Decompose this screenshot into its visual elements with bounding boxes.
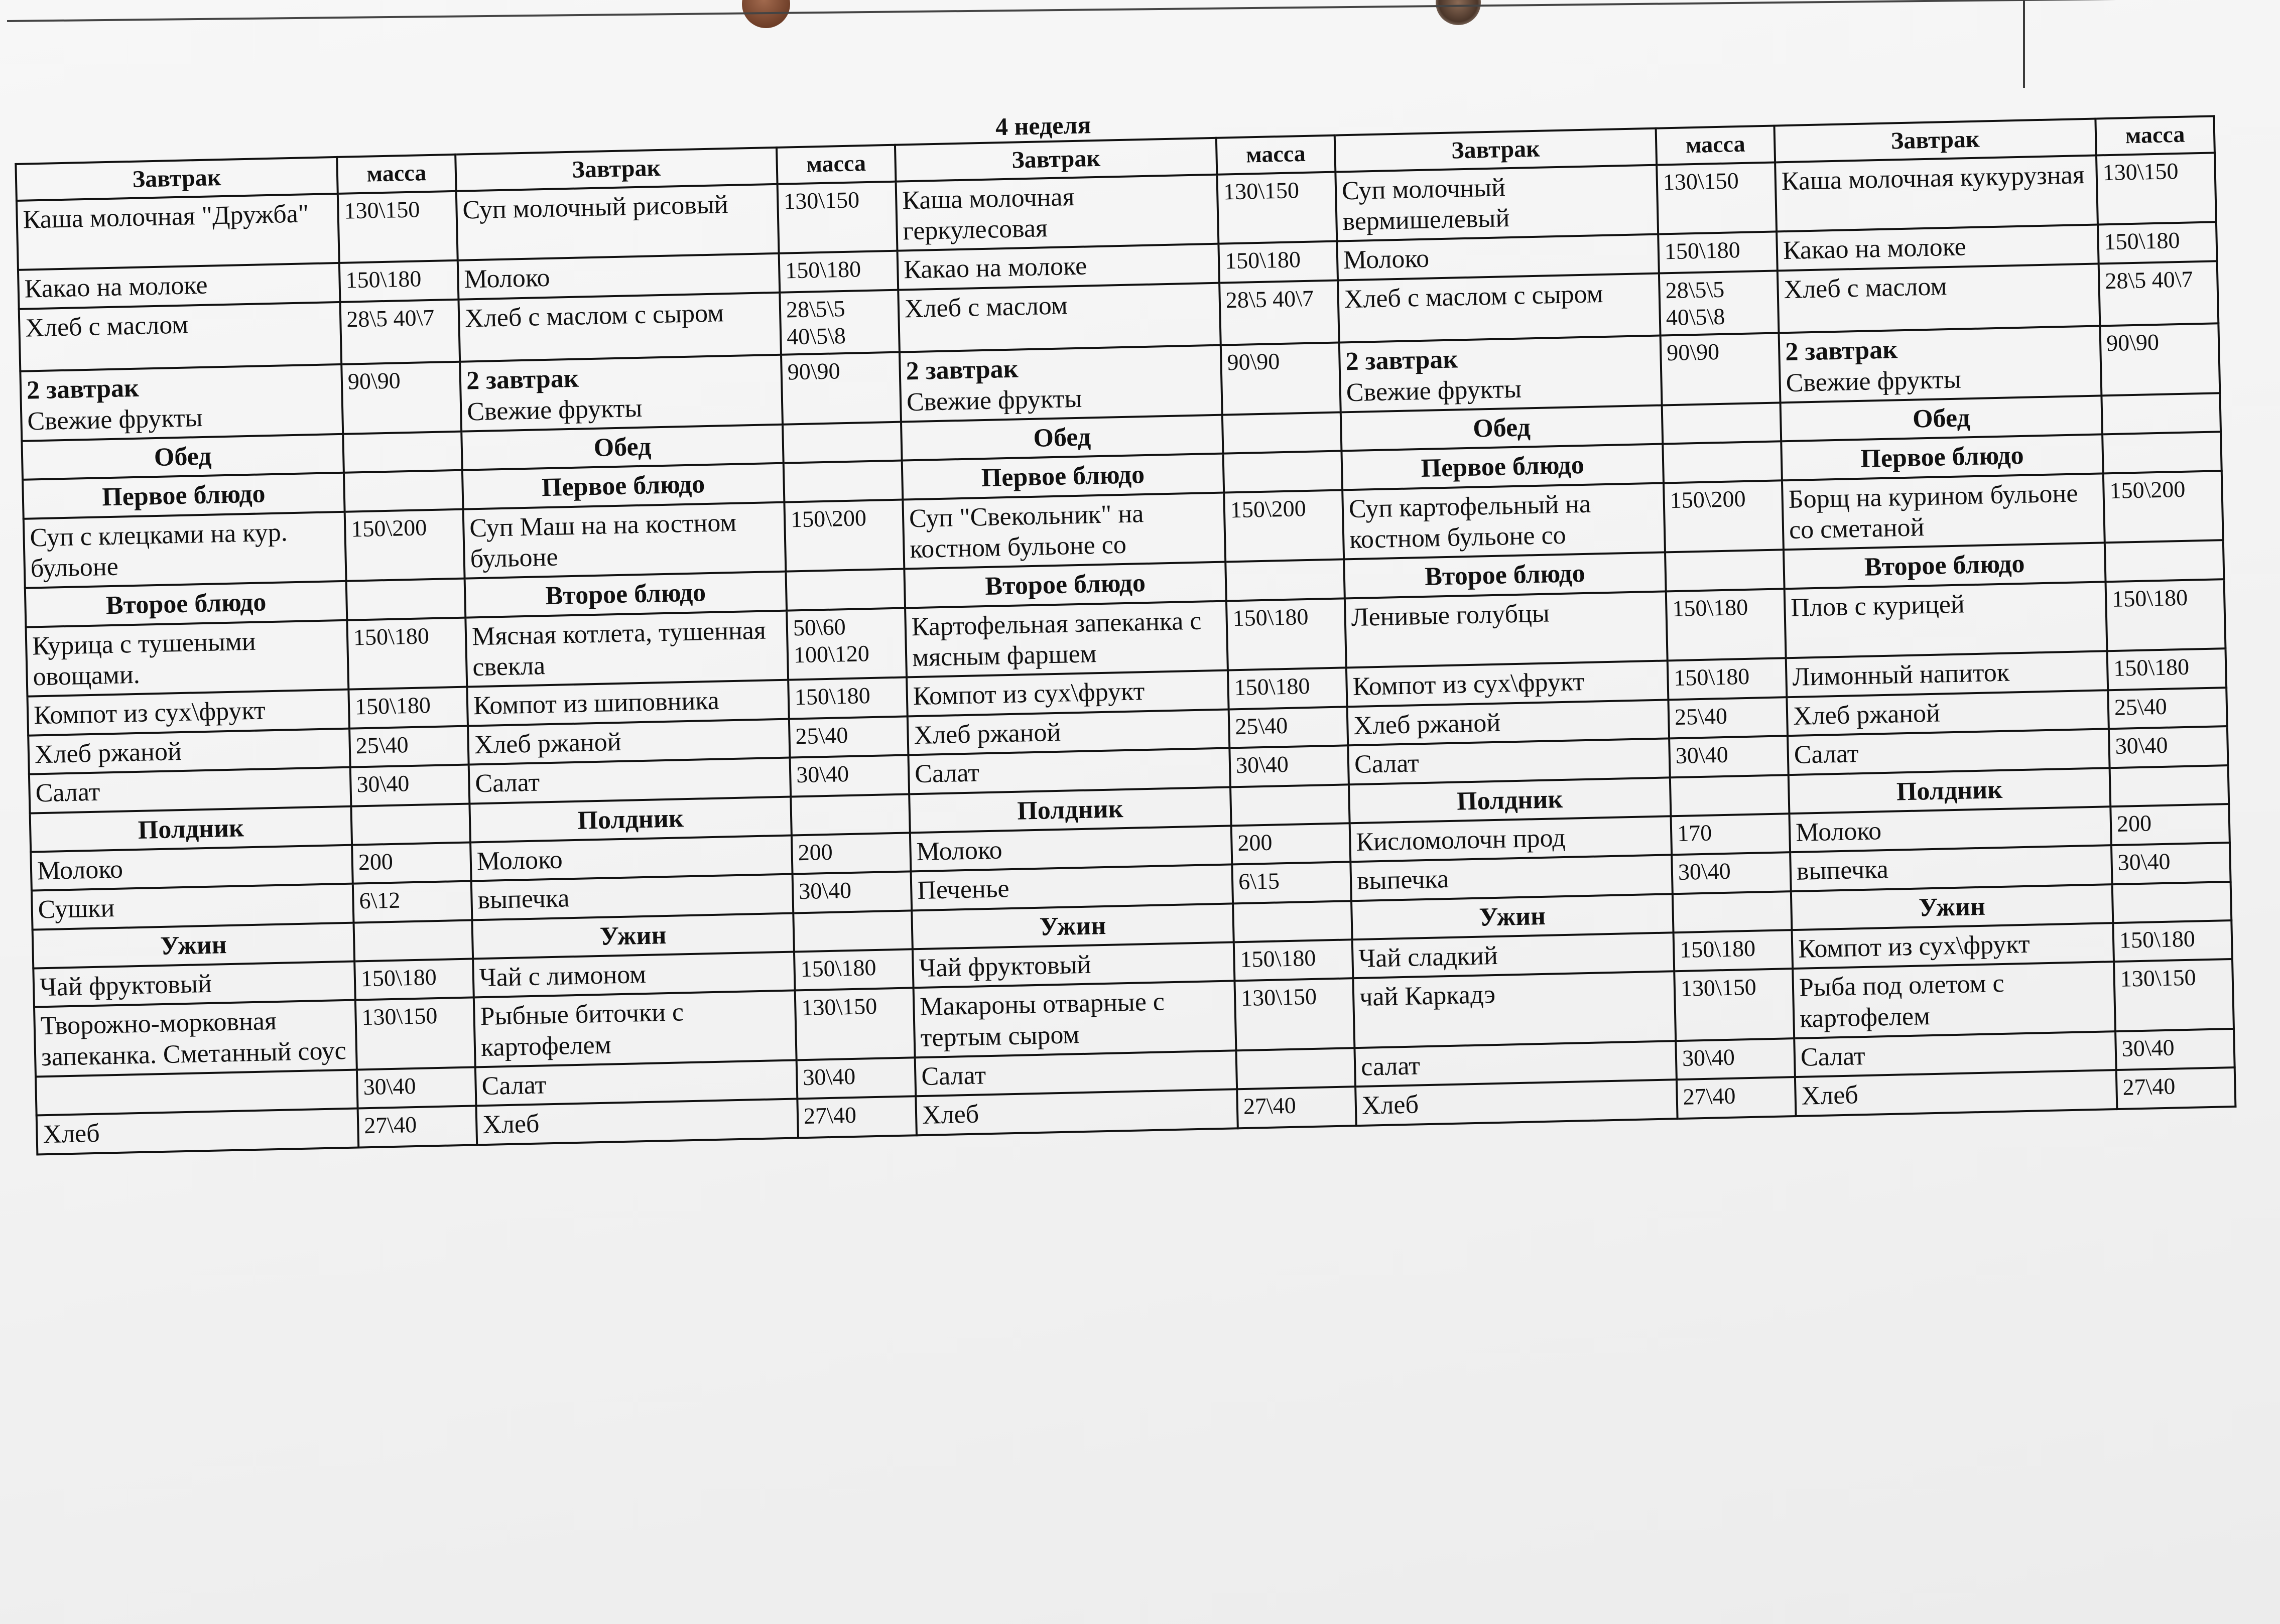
dish-cell: Каша молочная "Дружба"	[17, 194, 339, 270]
empty-cell	[1223, 451, 1343, 492]
mass-cell: 150\200	[1664, 480, 1784, 553]
second-course-label: Второе блюдо	[1344, 553, 1666, 598]
empty-cell	[2102, 432, 2222, 473]
dish-cell: Макароны отварные с тертым сыром	[914, 981, 1236, 1058]
dish-cell: выпечка	[1790, 845, 2112, 891]
menu-table-body	[16, 116, 2235, 1154]
mass-cell: 150\180	[1674, 930, 1793, 971]
sheet-top-border	[7, 0, 2251, 26]
mass-cell: 150\180	[2113, 920, 2232, 962]
mass-cell: 150\180	[348, 687, 468, 728]
mass-cell: 30\40	[357, 1067, 476, 1108]
dish-cell: Хлеб с маслом с сыром	[458, 293, 781, 362]
second-breakfast-cell	[900, 345, 1222, 422]
mass-cell: 28\5\5 40\5\8	[780, 290, 900, 355]
empty-cell	[793, 910, 913, 952]
dinner-label: Ужин	[33, 922, 355, 968]
dish-cell: Хлеб	[1355, 1080, 1678, 1126]
dish-cell: Молоко	[31, 845, 353, 891]
mass-cell: 90\90	[341, 362, 461, 434]
dish-cell: Салат	[29, 767, 351, 813]
mass-cell: 25\40	[1668, 697, 1788, 738]
dish-cell: Компот из шиповника	[467, 680, 789, 726]
mass-cell: 28\5 40\7	[1219, 280, 1339, 345]
second-breakfast-cell	[1339, 336, 1662, 413]
dish-cell: Чай фруктовый	[33, 962, 355, 1007]
dish-cell: салат	[1354, 1041, 1677, 1087]
mass-cell: 150\180	[1666, 589, 1786, 661]
dish-cell: Салат	[908, 748, 1230, 794]
dish-cell: Чай с лимоном	[473, 952, 795, 997]
second-breakfast-label: 2 завтрак	[1345, 345, 1458, 376]
dish-cell: Хлеб с маслом	[898, 283, 1221, 352]
mass-cell: 150\180	[779, 251, 899, 292]
dish-cell: Хлеб	[1795, 1070, 2117, 1116]
dish-cell: Хлеб ржаной	[28, 729, 350, 774]
empty-cell	[783, 422, 902, 463]
mass-cell: 30\40	[1669, 736, 1789, 777]
dish-cell: Хлеб ржаной	[468, 719, 790, 764]
mass-cell: 30\40	[350, 765, 470, 806]
mass-cell: 25\40	[349, 726, 469, 767]
dish-cell: чай Каркадэ	[1353, 972, 1676, 1048]
mass-cell: 150\200	[1224, 490, 1344, 562]
dish-cell: Салат	[475, 1060, 798, 1106]
mass-cell: 90\90	[2100, 324, 2220, 396]
second-course-label: Второе блюдо	[25, 581, 347, 627]
empty-cell	[353, 920, 473, 961]
dish-cell: Рыба под олетом с картофелем	[1793, 962, 2115, 1038]
mass-cell: 27\40	[1677, 1077, 1796, 1118]
empty-cell	[351, 803, 470, 845]
mass-cell: 90\90	[781, 352, 901, 425]
mass-cell: 28\5 40\7	[340, 299, 460, 364]
week-title: 4 неделя	[995, 110, 1091, 141]
second-breakfast-label: 2 завтрак	[906, 354, 1019, 386]
dish-cell: Суп молочный рисовый	[456, 184, 779, 260]
sheet-edge-line	[2023, 0, 2025, 88]
empty-cell	[1663, 442, 1782, 483]
empty-cell	[346, 579, 466, 620]
mass-cell: 30\40	[1676, 1038, 1795, 1079]
mass-header: масса	[2095, 116, 2215, 155]
mass-cell: 25\40	[789, 716, 909, 757]
dish-cell: Салат	[1348, 739, 1670, 784]
empty-cell	[1673, 891, 1792, 932]
dish-cell: Чай сладкий	[1352, 932, 1675, 978]
second-breakfast-cell	[20, 364, 343, 441]
breakfast-header: Завтрак	[455, 148, 777, 191]
second-breakfast-cell	[1779, 326, 2102, 403]
dish-cell: Хлеб	[476, 1099, 799, 1145]
dinner-label: Ужин	[1351, 894, 1674, 939]
second-breakfast-label: 2 завтрак	[1785, 335, 1898, 367]
dish-cell: Хлеб ржаной	[1347, 700, 1670, 745]
empty-cell	[1230, 784, 1350, 826]
dish-cell: Хлеб с маслом	[19, 302, 342, 371]
dish-cell: Хлеб	[916, 1090, 1238, 1135]
mass-cell: 150\180	[1228, 668, 1347, 709]
dish-cell: Мясная котлета, тушенная свекла	[465, 610, 788, 687]
mass-cell: 150\180	[339, 260, 459, 302]
first-course-label: Первое блюдо	[462, 463, 785, 509]
mass-cell: 130\150	[1657, 162, 1777, 234]
mass-cell: 150\180	[788, 678, 908, 719]
empty-cell	[786, 569, 905, 610]
mass-cell: 27\40	[797, 1097, 917, 1138]
mass-cell: 30\40	[1229, 746, 1349, 787]
mass-cell: 27\40	[1237, 1087, 1356, 1128]
mass-cell: 130\150	[1234, 979, 1354, 1051]
dish-cell: Компот из сух\фрукт	[907, 670, 1229, 716]
mass-cell: 30\40	[1672, 852, 1791, 893]
mass-cell: 50\60 100\120	[787, 608, 907, 680]
dish-cell: Компот из сух\фрукт	[1792, 923, 2114, 969]
mass-cell: 150\180	[2107, 649, 2227, 690]
snack-label: Полдник	[30, 806, 352, 852]
lunch-label: Обед	[1341, 405, 1663, 451]
dish-cell: Кисломолочн прод	[1350, 816, 1672, 862]
breakfast-header: Завтрак	[16, 157, 337, 201]
mass-cell: 200	[792, 833, 911, 874]
empty-cell	[1225, 560, 1345, 601]
mass-cell: 150\180	[1218, 241, 1338, 283]
mass-cell: 150\180	[347, 617, 467, 690]
dish-cell: Каша молочная кукурузная	[1775, 155, 2098, 232]
dish-cell: выпечка	[471, 874, 794, 920]
empty-cell	[343, 432, 462, 473]
mass-cell: 200	[352, 842, 471, 883]
mass-cell: 150\180	[1658, 232, 1778, 273]
dish-cell: Рыбные биточки с картофелем	[474, 991, 797, 1067]
menu-sheet	[14, 85, 2234, 1155]
dish-cell: Печенье	[911, 865, 1233, 910]
mass-cell: 200	[2110, 804, 2230, 845]
dish-cell: Хлеб ржаной	[908, 709, 1230, 755]
mass-header: масса	[777, 145, 896, 184]
dish-cell: Картофельная запеканка с мясным фаршем	[905, 601, 1228, 678]
dish-cell: Компот из сух\фрукт	[1346, 661, 1669, 707]
second-course-label: Второе блюдо	[1784, 543, 2106, 589]
breakfast-header: Завтрак	[1335, 128, 1657, 172]
mass-cell: 130\150	[795, 988, 915, 1060]
lunch-label: Обед	[1781, 395, 2103, 441]
mass-header: масса	[337, 155, 456, 194]
mass-header: масса	[1656, 126, 1776, 165]
mass-cell: 150\180	[1668, 658, 1787, 700]
second-breakfast-label: 2 завтрак	[466, 364, 579, 395]
mass-cell: 28\5 40\7	[2099, 261, 2219, 326]
mass-cell: 150\180	[2105, 579, 2225, 651]
second-breakfast-dish: Свежие фрукты	[1786, 365, 1962, 397]
dish-cell: Суп картофельный на костном бульоне со	[1342, 483, 1665, 560]
second-breakfast-dish: Свежие фрукты	[906, 384, 1082, 417]
dish-cell: Молоко	[1337, 234, 1659, 280]
dish-cell: Суп "Свекольник" на костном бульоне со	[903, 492, 1225, 569]
snack-label: Полдник	[1349, 777, 1671, 823]
mass-cell: 28\5\5 40\5\8	[1659, 270, 1779, 336]
mass-cell: 27\40	[358, 1106, 477, 1147]
dish-cell: Какао на молоке	[898, 244, 1220, 290]
second-course-label: Второе блюдо	[904, 562, 1226, 608]
empty-cell	[784, 461, 903, 502]
lunch-label: Обед	[901, 415, 1223, 461]
mass-cell: 30\40	[793, 872, 912, 913]
mass-cell: 30\40	[797, 1057, 916, 1099]
empty-cell	[791, 794, 910, 835]
second-breakfast-dish: Свежие фрукты	[466, 393, 643, 427]
empty-cell	[2112, 882, 2232, 923]
mass-cell: 130\150	[355, 998, 475, 1070]
mass-cell: 6\12	[353, 881, 472, 922]
dish-cell: Чай фруктовый	[913, 942, 1235, 988]
mass-cell: 30\40	[2109, 726, 2228, 767]
first-course-label: Первое блюдо	[1341, 444, 1664, 490]
dish-cell: Суп молочный вермишелевый	[1335, 165, 1658, 241]
dish-cell: Молоко	[458, 253, 780, 299]
dish-cell: Салат	[1794, 1031, 2116, 1077]
mass-cell: 30\40	[2115, 1029, 2235, 1070]
dish-cell	[36, 1070, 358, 1116]
empty-cell	[2110, 765, 2229, 806]
mass-cell: 150\180	[354, 959, 474, 1000]
punch-hole-right	[1436, 0, 1481, 25]
dish-cell: Хлеб ржаной	[1787, 690, 2109, 736]
mass-cell: 150\180	[1226, 598, 1346, 670]
second-breakfast-dish: Свежие фрукты	[1346, 374, 1522, 407]
mass-cell: 150\180	[794, 949, 914, 990]
dish-cell: выпечка	[1350, 855, 1673, 901]
dish-cell: Хлеб с маслом с сыром	[1338, 273, 1661, 342]
second-breakfast-label: 2 завтрак	[26, 373, 140, 405]
mass-cell: 6\15	[1232, 862, 1351, 903]
mass-cell: 130\150	[778, 181, 898, 253]
mass-cell: 30\40	[2111, 843, 2231, 884]
mass-cell: 150\200	[784, 499, 904, 572]
mass-cell: 90\90	[1221, 343, 1341, 415]
menu-table	[15, 115, 2236, 1155]
mass-cell: 90\90	[1661, 333, 1781, 405]
mass-cell: 130\150	[2096, 153, 2216, 225]
empty-cell	[1222, 412, 1342, 453]
empty-cell	[1662, 402, 1782, 444]
snack-label: Полдник	[1789, 768, 2111, 814]
snack-label: Полдник	[909, 787, 1231, 833]
dish-cell: Молоко	[1789, 806, 2111, 852]
mass-cell: 150\200	[2103, 471, 2223, 543]
second-breakfast-dish: Свежие фрукты	[27, 403, 203, 436]
mass-cell: 150\180	[2098, 222, 2217, 263]
dish-cell: Молоко	[910, 826, 1232, 871]
dish-cell: Борщ на курином бульоне со сметаной	[1782, 473, 2105, 550]
snack-label: Полдник	[469, 796, 792, 842]
mass-cell: 130\150	[2114, 959, 2234, 1031]
mass-cell: 150\200	[345, 509, 465, 581]
empty-cell	[2101, 393, 2221, 434]
dish-cell: Какао на молоке	[18, 263, 340, 309]
mass-cell: 200	[1231, 823, 1351, 864]
mass-cell: 30\40	[790, 755, 910, 796]
dish-cell: Салат	[1788, 729, 2110, 774]
dish-cell: Какао на молоке	[1777, 225, 2099, 270]
dish-cell: Суп Маш на на костном бульоне	[463, 502, 786, 579]
dish-cell: Курица с тушеными овощами.	[26, 620, 348, 697]
dish-cell: Ленивые голубцы	[1345, 591, 1668, 668]
mass-cell: 170	[1671, 814, 1790, 855]
mass-cell	[1236, 1048, 1355, 1089]
lunch-label: Обед	[461, 425, 784, 470]
dish-cell: Салат	[915, 1050, 1237, 1096]
dish-cell: Лимонный напиток	[1786, 651, 2108, 697]
dish-cell: Творожно-морковная запеканка. Сметанный соус	[34, 1000, 357, 1077]
dish-cell: Молоко	[470, 835, 793, 881]
dish-cell: Хлеб с маслом	[1778, 263, 2100, 333]
dish-cell: Салат	[469, 758, 791, 803]
mass-cell: 130\150	[1674, 969, 1794, 1041]
second-breakfast-cell	[460, 355, 783, 432]
dish-cell: Хлеб	[37, 1109, 359, 1154]
empty-cell	[1233, 901, 1352, 942]
mass-cell: 130\150	[1217, 172, 1337, 244]
first-course-label: Первое блюдо	[1781, 435, 2103, 480]
mass-header: масса	[1216, 136, 1336, 175]
mass-cell: 25\40	[2108, 688, 2227, 729]
dinner-label: Ужин	[912, 903, 1234, 949]
first-course-label: Первое блюдо	[23, 473, 345, 518]
dish-cell: Плов с курицей	[1785, 582, 2107, 658]
dinner-label: Ужин	[1791, 884, 2113, 930]
empty-cell	[1670, 775, 1790, 816]
mass-cell: 25\40	[1229, 707, 1348, 748]
breakfast-header: Завтрак	[895, 138, 1217, 182]
breakfast-header: Завтрак	[1775, 119, 2096, 163]
first-course-label: Первое блюдо	[902, 454, 1224, 499]
mass-cell: 130\150	[338, 191, 458, 263]
dish-cell: Компот из сух\фрукт	[28, 690, 350, 735]
mass-cell: 27\40	[2116, 1067, 2236, 1109]
dish-cell: Сушки	[32, 884, 354, 929]
lunch-label: Обед	[22, 434, 344, 480]
empty-cell	[344, 470, 463, 511]
second-course-label: Второе блюдо	[465, 572, 787, 617]
empty-cell	[1665, 550, 1785, 591]
dinner-label: Ужин	[472, 913, 794, 959]
empty-cell	[2105, 540, 2224, 582]
dish-cell: Суп с клецками на кур. бульоне	[24, 511, 346, 588]
dish-cell: Каша молочная геркулесовая	[896, 174, 1219, 251]
mass-cell: 150\180	[1234, 939, 1353, 981]
